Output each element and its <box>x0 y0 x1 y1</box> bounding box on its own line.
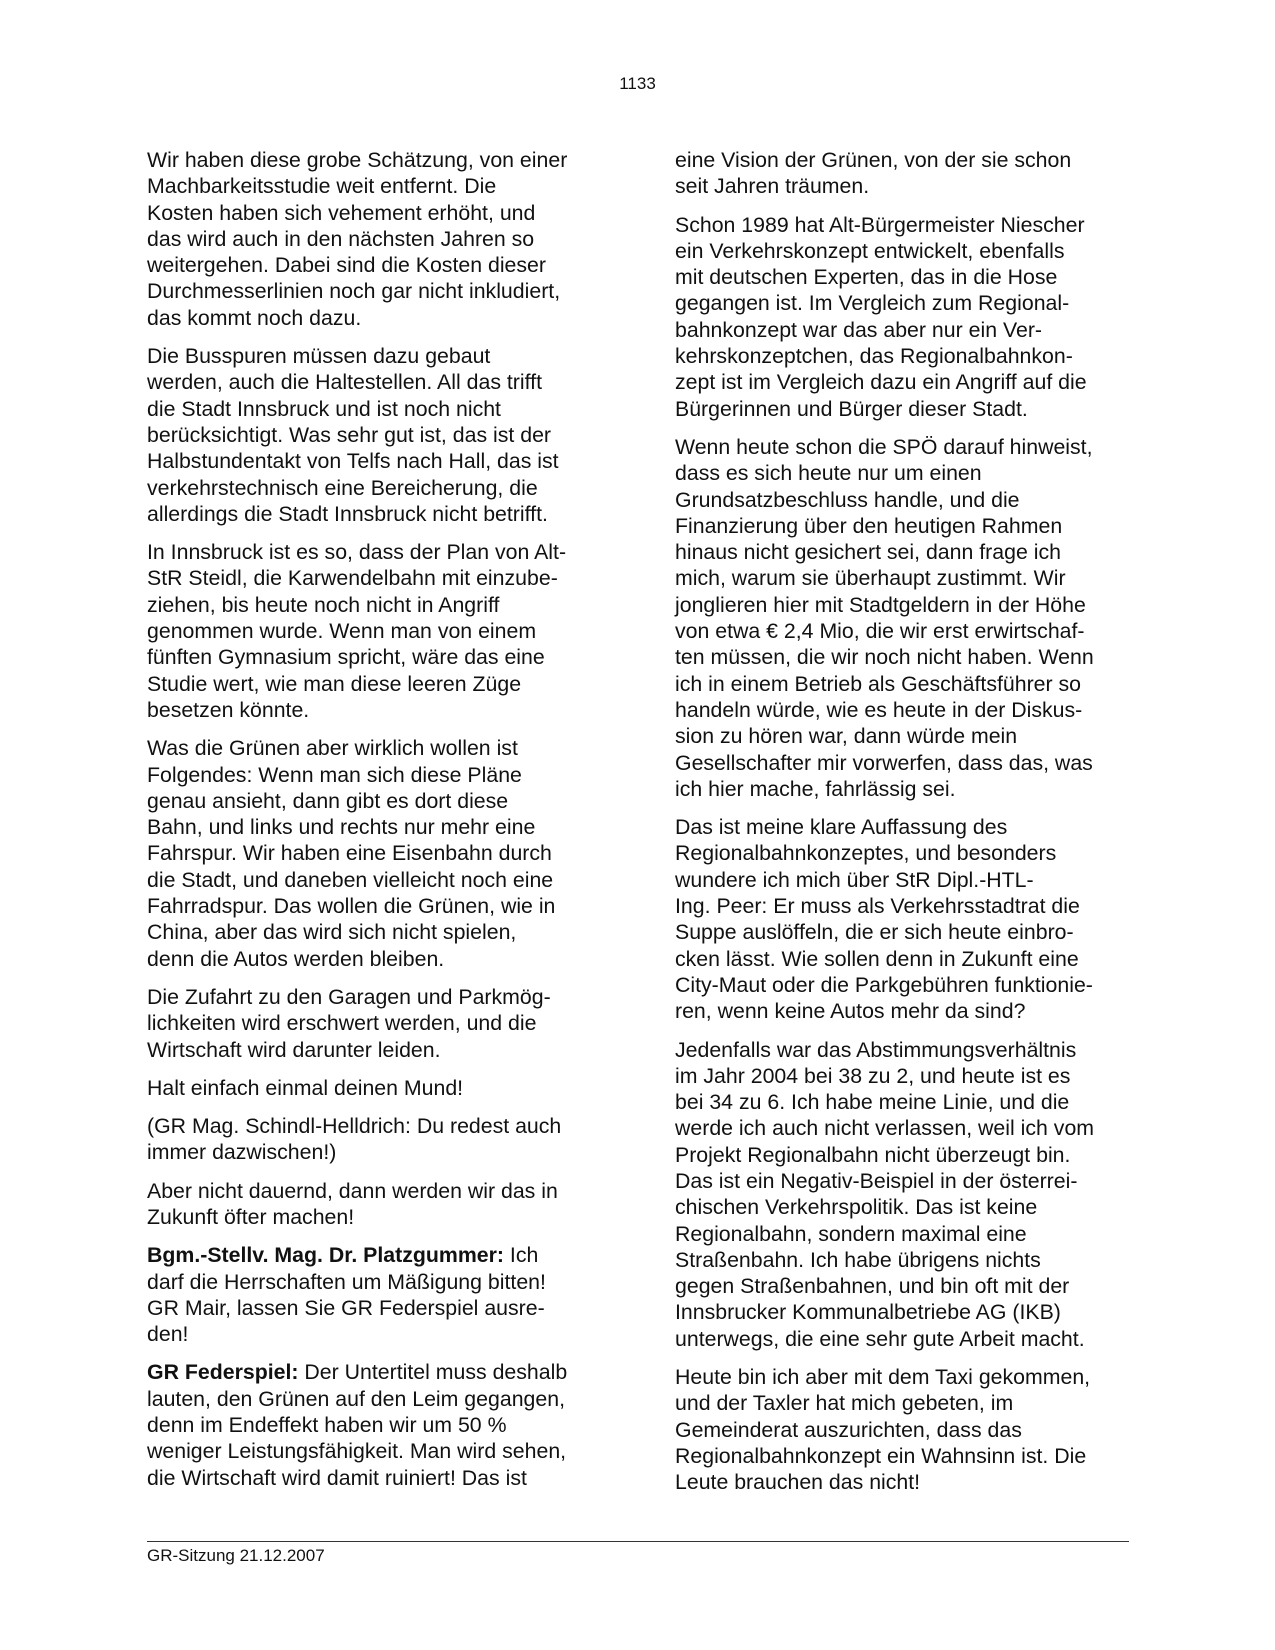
text-line: fünften Gymnasium spricht, wäre das eine <box>147 645 545 670</box>
text-line: gegen Straßenbahnen, und bin oft mit der <box>675 1274 1070 1299</box>
speaker-name: GR Federspiel: <box>147 1360 299 1385</box>
text-line: Gesellschafter mir vorwerfen, dass das, was <box>675 750 1093 775</box>
text-line: Zukunft öfter machen! <box>147 1204 355 1229</box>
text-line: Was die Grünen aber wirklich wollen ist <box>147 736 518 761</box>
line-text: Ich <box>503 1243 539 1268</box>
text-line: Leute brauchen das nicht! <box>675 1470 921 1495</box>
text-line: denn die Autos werden bleiben. <box>147 946 445 971</box>
text-line: von etwa € 2,4 Mio, die wir erst erwirtschaf- <box>675 619 1085 644</box>
text-line: lauten, den Grünen auf den Leim gegangen, <box>147 1386 565 1411</box>
text-line: Schon 1989 hat Alt-Bürgermeister Niescher <box>675 212 1085 237</box>
text-line: die Wirtschaft wird damit ruiniert! Das ist <box>147 1465 527 1490</box>
text-line <box>147 1242 597 1268</box>
text-line: mich, warum sie überhaupt zustimmt. Wir <box>675 566 1066 591</box>
text-line: jonglieren hier mit Stadtgeldern in der Höhe <box>675 592 1086 617</box>
paragraph <box>147 1075 597 1101</box>
text-line: werden, auch die Haltestellen. All das trifft <box>147 370 543 395</box>
text-line: ich in einem Betrieb als Geschäftsführer so <box>675 671 1082 696</box>
text-line: zept ist im Vergleich dazu ein Angriff auf die <box>675 370 1087 395</box>
text-line: cken lässt. Wie sollen denn in Zukunft eine <box>675 946 1079 971</box>
paragraph <box>147 984 597 1063</box>
text-line: besetzen könnte. <box>147 697 310 722</box>
text-line: weniger Leistungsfähigkeit. Man wird sehen, <box>147 1439 567 1464</box>
text-line: Fahrspur. Wir haben eine Eisenbahn durch <box>147 841 552 866</box>
text-line: Fahrradspur. Das wollen die Grünen, wie in <box>147 894 556 919</box>
text-line: Machbarkeitsstudie weit entfernt. Die <box>147 174 497 199</box>
paragraph <box>675 1037 1125 1353</box>
text-line: Regionalbahn, sondern maximal eine <box>675 1221 1027 1246</box>
text-line: das wird auch in den nächsten Jahren so <box>147 226 535 251</box>
text-line: genau ansieht, dann gibt es dort diese <box>147 788 509 813</box>
text-line: kehrskonzeptchen, das Regionalbahnkon- <box>675 344 1073 369</box>
text-line: City-Maut oder die Parkgebühren funktionie- <box>675 972 1093 997</box>
text-line: das kommt noch dazu. <box>147 305 362 330</box>
text-line: (GR Mag. Schindl-Helldrich: Du redest auch <box>147 1114 562 1139</box>
text-line: den! <box>147 1322 189 1347</box>
paragraph <box>147 1242 597 1347</box>
text-line: immer dazwischen!) <box>147 1140 337 1165</box>
text-line: Jedenfalls war das Abstimmungsverhältnis <box>675 1037 1077 1062</box>
text-line: Regionalbahnkonzept ein Wahnsinn ist. Die <box>675 1443 1087 1468</box>
text-line: wundere ich mich über StR Dipl.-HTL- <box>675 867 1034 892</box>
paragraph <box>147 147 597 331</box>
footer-text: GR-Sitzung 21.12.2007 <box>147 1546 325 1565</box>
text-line: seit Jahren träumen. <box>675 174 870 199</box>
text-line: ren, wenn keine Autos mehr da sind? <box>675 999 1026 1024</box>
text-line: ich hier mache, fahrlässig sei. <box>675 776 956 801</box>
text-line: und der Taxler hat mich gebeten, im <box>675 1391 1014 1416</box>
paragraph <box>147 343 597 527</box>
text-line: StR Steidl, die Karwendelbahn mit einzube- <box>147 566 558 591</box>
page-number: 1133 <box>619 74 656 93</box>
text-line: Grundsatzbeschluss handle, und die <box>675 487 1020 512</box>
paragraph <box>675 147 1125 200</box>
text-line: Durchmesserlinien noch gar nicht inkludiert, <box>147 279 561 304</box>
text-line: Das ist ein Negativ-Beispiel in der österrei- <box>675 1168 1078 1193</box>
text-line: Ing. Peer: Er muss als Verkehrsstadtrat die <box>675 894 1080 919</box>
text-line: hinaus nicht gesichert sei, dann frage ich <box>675 540 1061 565</box>
paragraph <box>147 539 597 723</box>
text-line: sion zu hören war, dann würde mein <box>675 724 1018 749</box>
text-line: im Jahr 2004 bei 38 zu 2, und heute ist es <box>675 1063 1071 1088</box>
text-line: bei 34 zu 6. Ich habe meine Linie, und die <box>675 1090 1070 1115</box>
text-line: verkehrstechnisch eine Bereicherung, die <box>147 475 538 500</box>
text-line: Straßenbahn. Ich habe übrigens nichts <box>675 1247 1041 1272</box>
text-line: Wenn heute schon die SPÖ darauf hinweist, <box>675 434 1093 459</box>
text-line: Das ist meine klare Auffassung des <box>675 815 1008 840</box>
line-text: Der Untertitel muss deshalb <box>298 1360 568 1385</box>
text-line: genommen wurde. Wenn man von einem <box>147 619 537 644</box>
text-line: Die Busspuren müssen dazu gebaut <box>147 344 491 369</box>
paragraph <box>147 1178 597 1231</box>
paragraph <box>675 1364 1125 1495</box>
text-line: Wir haben diese grobe Schätzung, von einer <box>147 148 568 172</box>
text-line: Projekt Regionalbahn nicht überzeugt bin. <box>675 1142 1071 1167</box>
text-line: Wirtschaft wird darunter leiden. <box>147 1037 441 1062</box>
paragraph <box>675 814 1125 1024</box>
footer-divider <box>147 1541 1129 1542</box>
text-line: Innsbrucker Kommunalbetriebe AG (IKB) <box>675 1300 1061 1325</box>
text-line: China, aber das wird sich nicht spielen, <box>147 920 517 945</box>
text-line: GR Mair, lassen Sie GR Federspiel ausre- <box>147 1295 545 1320</box>
text-line: Gemeinderat auszurichten, dass das <box>675 1417 1022 1442</box>
text-line: Regionalbahnkonzeptes, und besonders <box>675 841 1057 866</box>
text-line: Suppe auslöffeln, die er sich heute einbro- <box>675 920 1074 945</box>
text-line: die Stadt Innsbruck und ist noch nicht <box>147 396 501 421</box>
text-line: Folgendes: Wenn man sich diese Pläne <box>147 762 522 787</box>
text-line: ein Verkehrskonzept entwickelt, ebenfalls <box>675 238 1065 263</box>
text-line: Bürgerinnen und Bürger dieser Stadt. <box>675 396 1028 421</box>
text-line: Heute bin ich aber mit dem Taxi gekommen, <box>675 1365 1091 1390</box>
paragraph <box>675 212 1125 422</box>
text-line: In Innsbruck ist es so, dass der Plan von Alt- <box>147 540 567 565</box>
text-line: die Stadt, und daneben vielleicht noch eine <box>147 867 554 892</box>
text-line <box>147 1359 597 1385</box>
text-line: unterwegs, die eine sehr gute Arbeit macht. <box>675 1326 1085 1351</box>
text-line: chischen Verkehrspolitik. Das ist keine <box>675 1195 1038 1220</box>
right-column <box>675 147 1125 1508</box>
text-line: ten müssen, die wir noch nicht haben. Wenn <box>675 645 1094 670</box>
text-line: Die Zufahrt zu den Garagen und Parkmög- <box>147 984 551 1009</box>
paragraph <box>675 434 1125 802</box>
text-line: dass es sich heute nur um einen <box>675 461 982 486</box>
text-line: Finanzierung über den heutigen Rahmen <box>675 513 1063 538</box>
left-column <box>147 147 597 1503</box>
text-line: berücksichtigt. Was sehr gut ist, das ist der <box>147 422 552 447</box>
text-line: allerdings die Stadt Innsbruck nicht betrifft. <box>147 501 548 526</box>
text-line: weitergehen. Dabei sind die Kosten dieser <box>147 253 546 278</box>
text-line: Halbstundentakt von Telfs nach Hall, das ist <box>147 449 559 474</box>
paragraph <box>147 1113 597 1166</box>
text-line: bahnkonzept war das aber nur ein Ver- <box>675 317 1043 342</box>
text-line: mit deutschen Experten, das in die Hose <box>675 265 1058 290</box>
text-line: werde ich auch nicht verlassen, weil ich vom <box>675 1116 1095 1141</box>
text-line: Halt einfach einmal deinen Mund! <box>147 1075 464 1100</box>
text-line: Kosten haben sich vehement erhöht, und <box>147 200 536 225</box>
text-line: Studie wert, wie man diese leeren Züge <box>147 671 522 696</box>
speaker-name: Bgm.-Stellv. Mag. Dr. Platzgummer: <box>147 1243 504 1268</box>
text-line: denn im Endeffekt haben wir um 50 % <box>147 1413 507 1438</box>
text-line: Bahn, und links und rechts nur mehr eine <box>147 815 536 840</box>
paragraph <box>147 735 597 972</box>
text-line: darf die Herrschaften um Mäßigung bitten! <box>147 1269 546 1294</box>
text-line: gegangen ist. Im Vergleich zum Regional- <box>675 291 1070 316</box>
paragraph <box>147 1359 597 1490</box>
text-line: ziehen, bis heute noch nicht in Angriff <box>147 592 500 617</box>
text-line: lichkeiten wird erschwert werden, und die <box>147 1011 537 1036</box>
text-line: eine Vision der Grünen, von der sie schon <box>675 148 1072 172</box>
text-line: handeln würde, wie es heute in der Diskus- <box>675 697 1083 722</box>
text-line: Aber nicht dauernd, dann werden wir das in <box>147 1178 558 1203</box>
